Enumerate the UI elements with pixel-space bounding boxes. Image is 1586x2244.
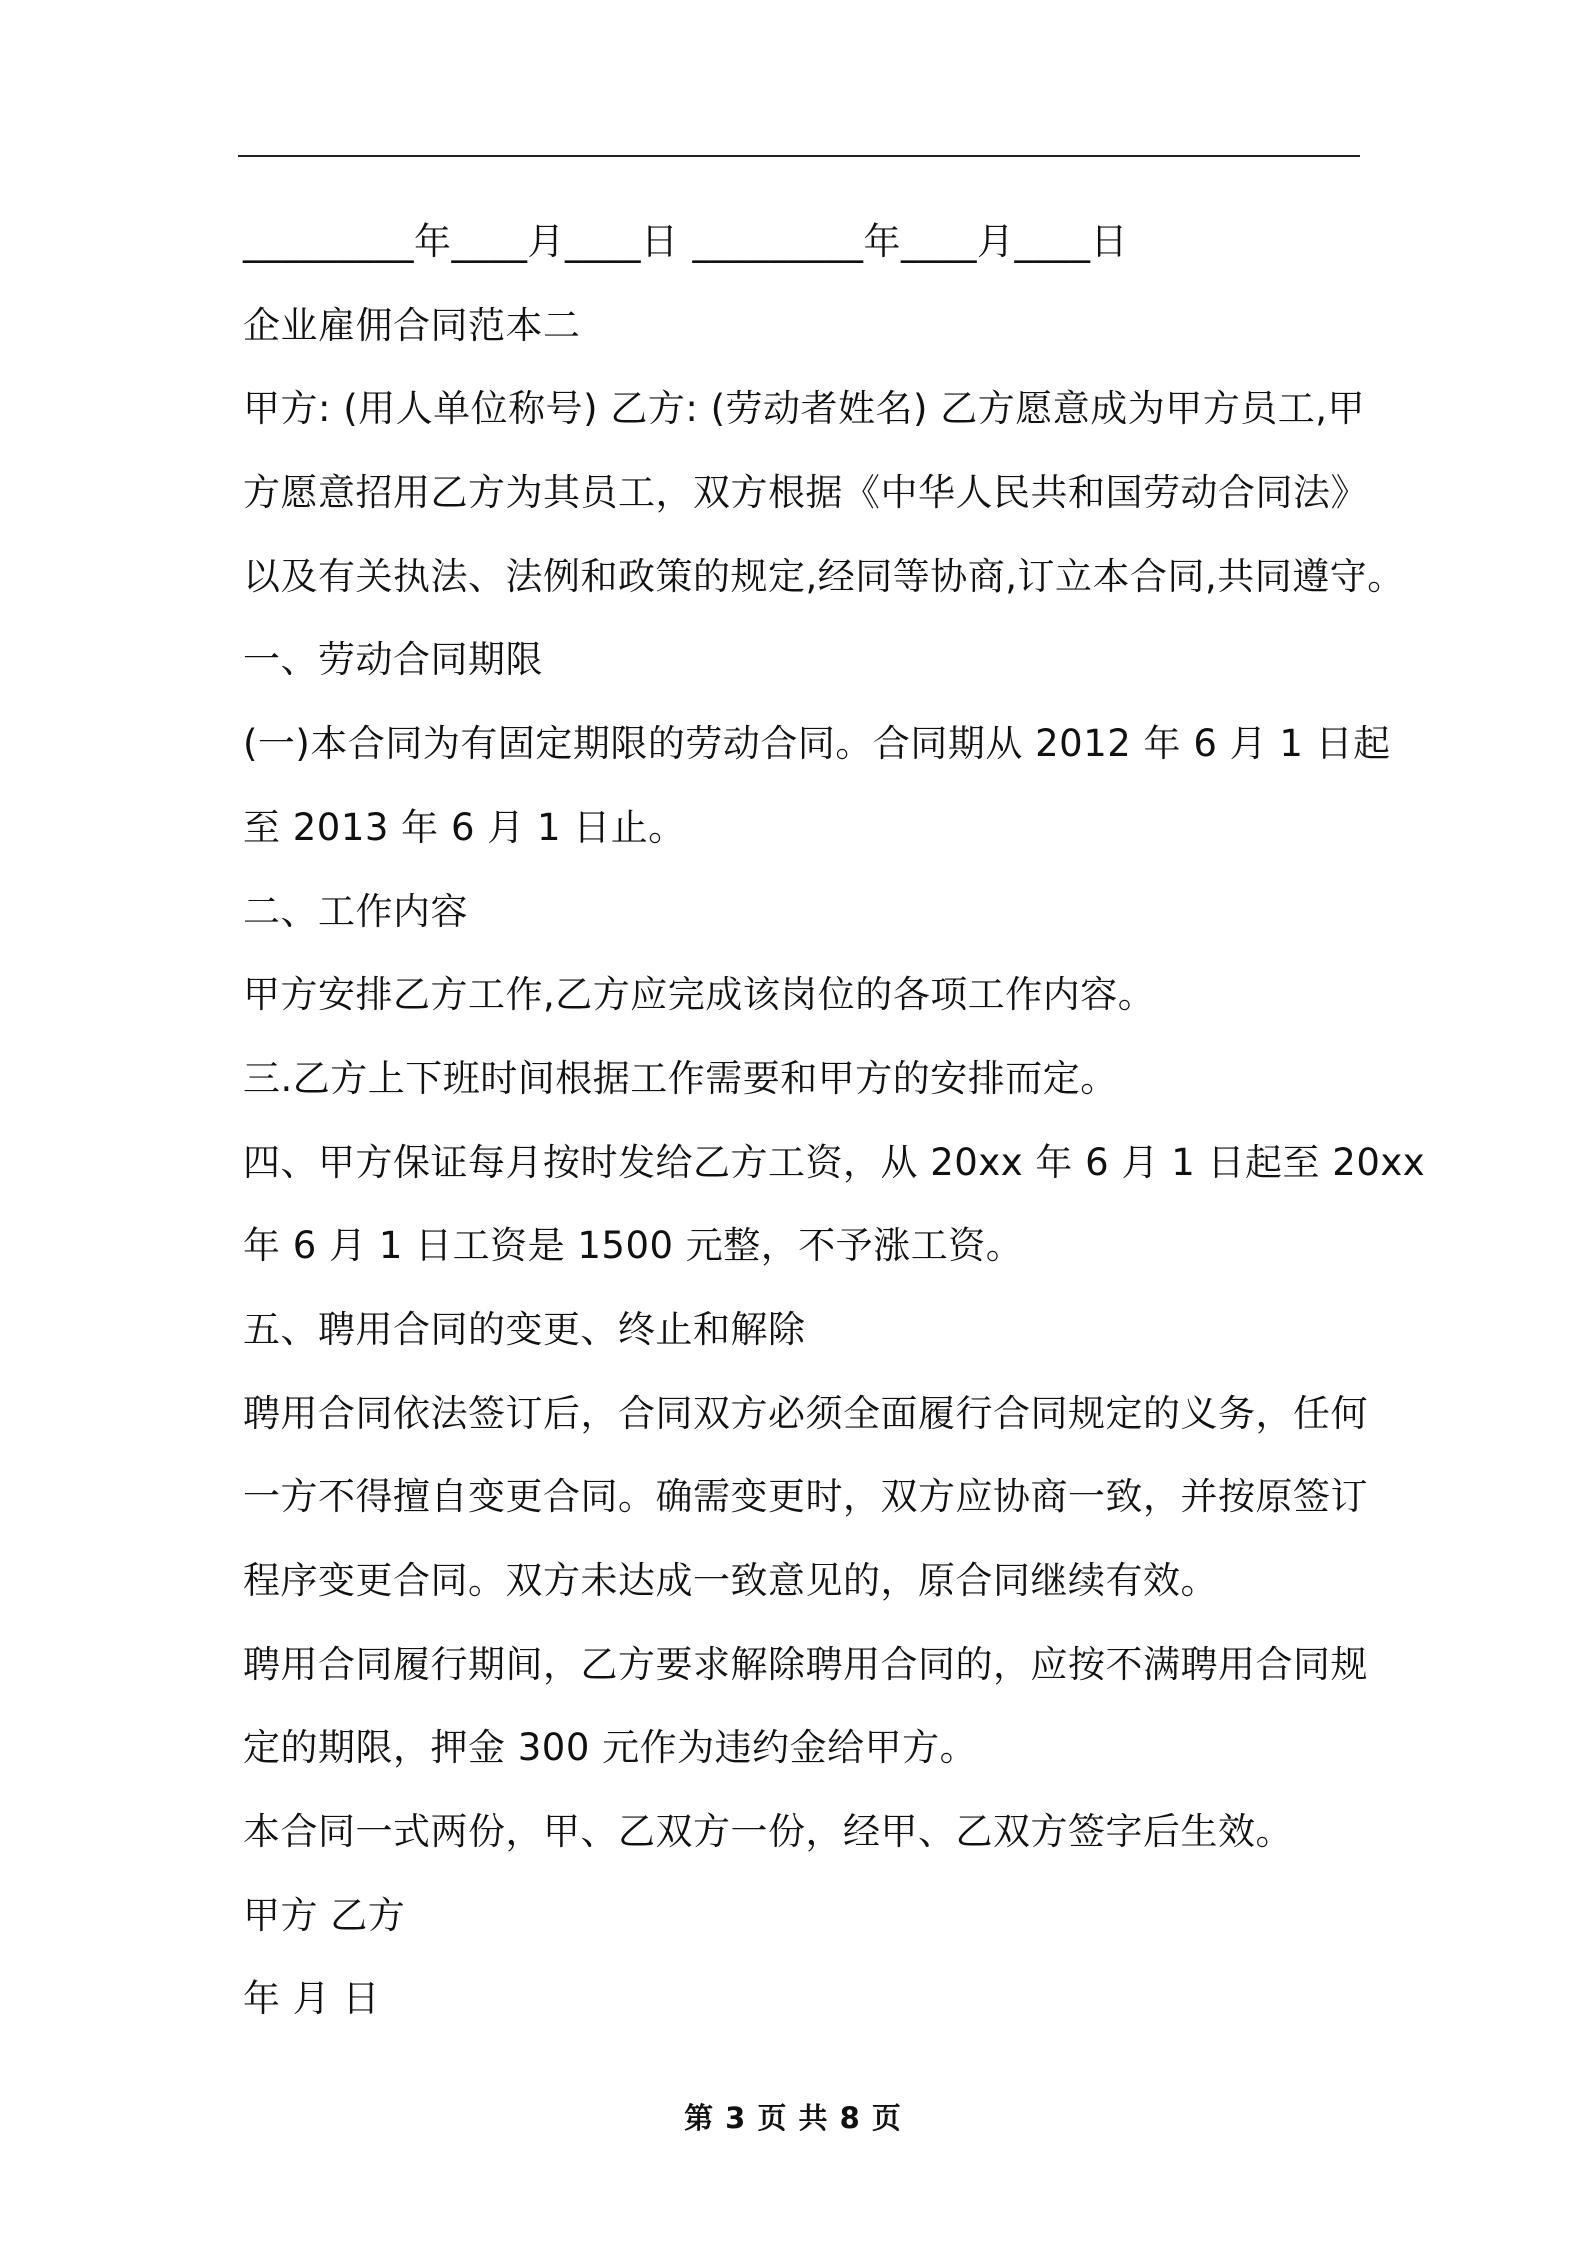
paragraph-line: 定的期限，押金 300 元作为违约金给甲方。 — [243, 1726, 978, 1770]
paragraph-line: 甲方安排乙方工作,乙方应完成该岗位的各项工作内容。 — [243, 973, 1156, 1017]
paragraph-line: 一方不得擅自变更合同。确需变更时，双方应协商一致，并按原签订 — [243, 1475, 1368, 1519]
section-heading: 二、工作内容 — [243, 889, 468, 933]
page-number: 第 3 页 共 8 页 — [684, 2101, 902, 2135]
paragraph-line: 程序变更合同。双方未达成一致意见的，原合同继续有效。 — [243, 1559, 1218, 1602]
paragraph-line: 四、甲方保证每月按时发给乙方工资，从 20xx 年 6 月 1 日起至 20xx — [243, 1140, 1426, 1184]
paragraph-line: 本合同一式两份，甲、乙双方一份，经甲、乙双方签字后生效。 — [243, 1810, 1293, 1854]
date-blank-left: _________年____月____日 — [243, 220, 679, 263]
paragraph-line: 以及有关执法、法例和政策的规定,经同等协商,订立本合同,共同遵守。 — [243, 554, 1405, 598]
date-line — [243, 200, 1378, 284]
header-rule — [238, 155, 1360, 157]
paragraph-line: 至 2013 年 6 月 1 日止。 — [243, 805, 686, 849]
paragraph-line: 聘用合同依法签订后，合同双方必须全面履行合同规定的义务，任何 — [243, 1391, 1368, 1435]
section-heading: 五、聘用合同的变更、终止和解除 — [243, 1307, 806, 1351]
section-heading: 一、劳动合同期限 — [243, 638, 543, 682]
signature-parties: 甲方 乙方 — [243, 1893, 406, 1937]
date-blank-right: _________年____月____日 — [692, 220, 1128, 263]
paragraph-line: 三.乙方上下班时间根据工作需要和甲方的安排而定。 — [243, 1056, 1118, 1100]
paragraph-line: 聘用合同履行期间，乙方要求解除聘用合同的，应按不满聘用合同规 — [243, 1642, 1368, 1686]
paragraph-line: 年 6 月 1 日工资是 1500 元整，不予涨工资。 — [243, 1224, 1024, 1268]
document-title: 企业雇佣合同范本二 — [243, 303, 581, 347]
paragraph-line: (一)本合同为有固定期限的劳动合同。合同期从 2012 年 6 月 1 日起 — [243, 722, 1391, 766]
paragraph-line: 甲方: (用人单位称号) 乙方: (劳动者姓名) 乙方愿意成为甲方员工,甲 — [243, 387, 1365, 431]
document-body — [243, 200, 1426, 2041]
signature-date: 年 月 日 — [243, 1977, 381, 2021]
paragraph-line: 方愿意招用乙方为其员工，双方根据《中华人民共和国劳动合同法》 — [243, 471, 1368, 515]
